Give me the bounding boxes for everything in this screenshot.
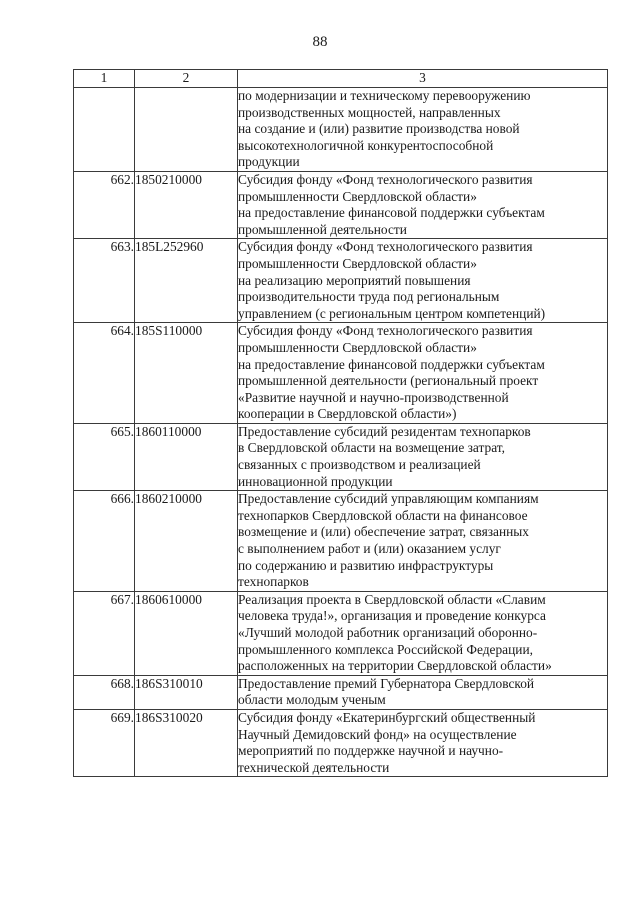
table-row: [74, 323, 608, 424]
expense-description: [238, 239, 608, 323]
description-line: Предоставление субсидий управляющим компаниям: [238, 491, 539, 507]
table-row: [74, 171, 608, 238]
budget-code: [135, 88, 238, 172]
description-line: Реализация проекта в Свердловской области «Славим: [238, 591, 546, 607]
description-line: Научный Демидовский фонд» на осуществление: [238, 726, 517, 742]
expense-description: [238, 675, 608, 709]
description-line: расположенных на территории Свердловской области»: [238, 658, 552, 674]
description-line: в Свердловской области на возмещение затрат,: [238, 440, 505, 456]
description-line: мероприятий по поддержке научной и научно-: [238, 743, 504, 759]
description-line: инновационной продукции: [238, 473, 393, 489]
column-header-1: 1: [74, 70, 135, 88]
table-row: [74, 591, 608, 675]
description-line: управлением (с региональным центром компетенций): [238, 305, 546, 321]
description-line: на реализацию мероприятий повышения: [238, 272, 471, 288]
budget-code: 185L252960: [135, 239, 238, 323]
description-line: промышленной деятельности (региональный проект: [238, 373, 539, 389]
row-number: 663.: [74, 239, 135, 323]
description-line: высокотехнологичной конкурентоспособной: [238, 137, 494, 153]
row-number: 662.: [74, 171, 135, 238]
column-header-3: 3: [238, 70, 608, 88]
description-line: промышленности Свердловской области»: [238, 188, 477, 204]
table-body: [74, 88, 608, 777]
description-line: продукции: [238, 154, 300, 170]
row-number: [74, 88, 135, 172]
description-line: промышленной деятельности: [238, 221, 407, 237]
table-row: [74, 491, 608, 592]
page-number: 88: [312, 34, 328, 50]
row-number: 666.: [74, 491, 135, 592]
expense-description: [238, 171, 608, 238]
budget-code: 186S310020: [135, 709, 238, 776]
description-line: «Лучший молодой работник организаций оборонно-: [238, 625, 538, 640]
description-line: технической деятельности: [238, 759, 390, 775]
column-header-2: 2: [135, 70, 238, 88]
table-row: [74, 675, 608, 709]
description-line: технопарков Свердловской области на финансовое: [238, 507, 528, 523]
budget-code: 1860610000: [135, 591, 238, 675]
row-number: 665.: [74, 423, 135, 490]
expense-description: [238, 88, 608, 172]
expense-description: [238, 423, 608, 490]
budget-code: 1860110000: [135, 423, 238, 490]
table-row: [74, 239, 608, 323]
description-line: технопарков: [238, 574, 309, 590]
description-line: с выполнением работ и (или) оказанием услуг: [238, 541, 501, 557]
description-line: на создание и (или) развитие производства новой: [238, 121, 520, 137]
table-row: [74, 709, 608, 776]
description-line: по модернизации и техническому перевооружению: [238, 88, 531, 103]
budget-classification-table: [73, 69, 608, 777]
description-line: производственных мощностей, направленных: [238, 104, 501, 120]
budget-code: 1850210000: [135, 171, 238, 238]
description-line: Субсидия фонду «Фонд технологического развития: [238, 171, 533, 187]
table-row: [74, 423, 608, 490]
description-line: промышленности Свердловской области»: [238, 339, 477, 355]
description-line: области молодым ученым: [238, 692, 386, 708]
budget-code: 185S110000: [135, 323, 238, 424]
expense-description: [238, 323, 608, 424]
row-number: 667.: [74, 591, 135, 675]
expense-description: [238, 709, 608, 776]
description-line: промышленного комплекса Российской Федерации,: [238, 641, 533, 657]
description-line: связанных с производством и реализацией: [238, 457, 481, 473]
description-line: Субсидия фонду «Екатеринбургский общественный: [238, 709, 536, 725]
description-line: производительности труда под региональным: [238, 289, 500, 305]
description-line: Предоставление субсидий резидентам технопарков: [238, 423, 531, 439]
description-line: промышленности Свердловской области»: [238, 255, 477, 271]
table-header-row: [74, 70, 608, 88]
description-line: «Развитие научной и научно-производственной: [238, 389, 509, 405]
row-number: 664.: [74, 323, 135, 424]
table-row: [74, 88, 608, 172]
description-line: кооперации в Свердловской области»): [238, 406, 457, 422]
row-number: 669.: [74, 709, 135, 776]
expense-description: [238, 491, 608, 592]
description-line: на предоставление финансовой поддержки субъектам: [238, 356, 545, 372]
description-line: Предоставление премий Губернатора Свердловской: [238, 675, 535, 691]
description-line: на предоставление финансовой поддержки субъектам: [238, 205, 545, 221]
expense-description: [238, 591, 608, 675]
description-line: возмещение и (или) обеспечение затрат, связанных: [238, 524, 529, 540]
row-number: 668.: [74, 675, 135, 709]
description-line: Субсидия фонду «Фонд технологического развития: [238, 239, 533, 255]
budget-code: 1860210000: [135, 491, 238, 592]
description-line: по содержанию и развитию инфраструктуры: [238, 557, 494, 573]
description-line: Субсидия фонду «Фонд технологического развития: [238, 323, 533, 339]
budget-code: 186S310010: [135, 675, 238, 709]
description-line: человека труда!», организация и проведение конкурса: [238, 608, 546, 624]
